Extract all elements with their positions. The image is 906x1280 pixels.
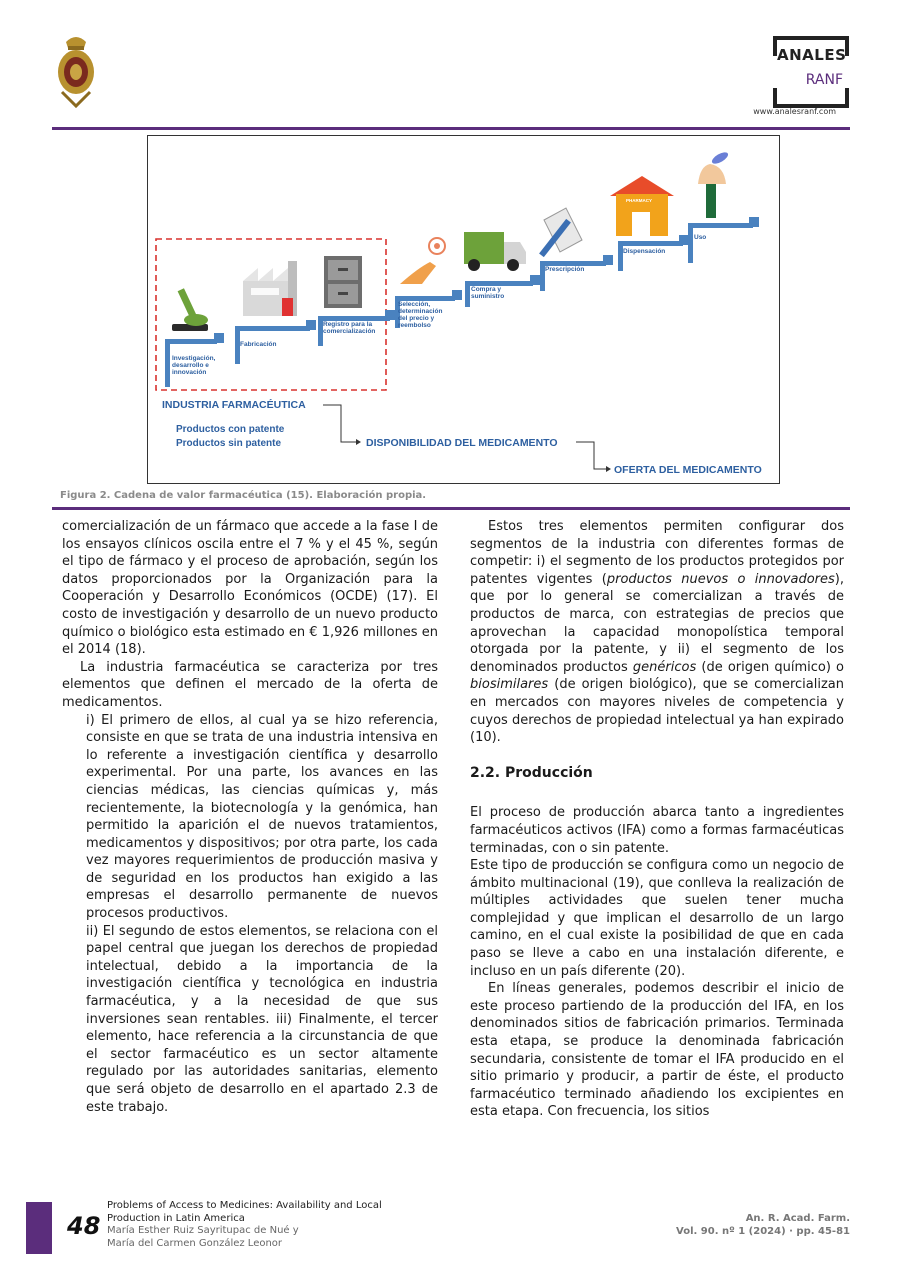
- pharmacy-sign: PHARMACY: [626, 198, 653, 203]
- left-paragraph-1: comercialización de un fármaco que accede a la fase I de los ensayos clínicos oscila entre el 7 % y el 45 %, según el tipo de fármaco y el proceso de aprobación, según los datos proporcionados por la Organización para la Cooperación y Desarrollo Económicos (OCDE) (17). El costo de investigación y desarrollo de un nuevo producto químico o biológico esta estimado en € 1,926 millones en el 2014 (18).: [62, 519, 438, 658]
- right-paragraph-4: En líneas generales, podemos describir el inicio de este proceso partiendo de la producción del IFA, en los denominados sitios de fabricación primarios. Terminada esta etapa, se produce la denominada fabricación secundaria, consistente de tomar el IFA producido en el sitio primario y producir, a partir de éste, el producto farmacéutico terminado añadiendo los excipientes en esta etapa. Con frecuencia, los sitios: [470, 981, 844, 1120]
- right-paragraph-1: Estos tres elementos permiten configurar dos segmentos de la industria con diferentes formas de competir: i) el segmento de los productos protegidos por patentes vigentes (productos nuevos o innovadores), que por lo general se comercializan a través de productos de marca, con estrategias de precios que aprovechan la capacidad monopolística temporal otorgada por la patente, y ii) el segmento de los denominados productos genéricos (de origen químico) o biosimilares (de origen biológico), que se comercializan en mercados con mayores niveles de competencia y cuyos derechos de propiedad intelectual ya han expirado (10).: [470, 519, 845, 746]
- left-paragraph-2: La industria farmacéutica se caracteriza por tres elementos que definen el mercado de la oferta de medicamentos.: [62, 659, 438, 710]
- prescription-pen-icon: [539, 208, 582, 257]
- step-label-registry-2: comercialización: [323, 328, 376, 335]
- left-column: [62, 518, 438, 1116]
- header-divider: [52, 127, 850, 130]
- patent-without-label: Productos sin patente: [176, 438, 282, 449]
- left-paragraph-3: i) El primero de ellos, al cual ya se hizo referencia, consiste en que se trata de una industria intensiva en lo referente a investigación científica y desarrollo experimental. Por una parte, los avances en las ciencias médicas, las ciencias químicas y, más recientemente, la biotecnología y la genómica, han permitido la aparición el de nuevos tratamientos, medicamentos y dispositivos; por otra parte, los cada vez mayores requerimientos de producción masiva y de seguridad en los productos han exigido a las empresas el desarrollo permanente de nuevos procesos productivos.: [86, 712, 438, 922]
- hand-pill-icon: [698, 150, 730, 218]
- filing-cabinet-icon: [324, 256, 362, 308]
- availability-label: DISPONIBILIDAD DEL MEDICAMENTO: [366, 437, 558, 449]
- footer-journal-1: An. R. Acad. Farm.: [745, 1213, 850, 1224]
- step-label-prescription: Prescripción: [545, 266, 585, 273]
- em-generics: genéricos: [632, 659, 697, 675]
- factory-icon: [243, 261, 297, 316]
- footer-accent-bar: [26, 1202, 52, 1254]
- brand-anales: ANALES: [777, 46, 847, 64]
- step-label-pricing-2: determinación: [398, 308, 443, 315]
- step-label-pricing-3: del precio y: [398, 315, 435, 322]
- figure-caption: Figura 2. Cadena de valor farmacéutica (15). Elaboración propia.: [60, 490, 427, 501]
- industry-label: INDUSTRIA FARMACÉUTICA: [162, 399, 306, 411]
- connector-1: [323, 405, 356, 442]
- step-label-registry-1: Registro para la: [323, 321, 373, 328]
- connector-2: [576, 442, 606, 469]
- value-chain-diagram: [148, 136, 779, 483]
- academy-crest-logo: [52, 32, 100, 108]
- footer-journal: [676, 1212, 850, 1238]
- step-label-dispensing: Dispensación: [623, 248, 666, 255]
- hand-pointing-icon: [400, 238, 445, 284]
- footer-article-info: [107, 1200, 427, 1250]
- figure-frame: [147, 135, 780, 484]
- step-label-rd-2: desarrollo e: [172, 362, 209, 369]
- step-label-manufacturing: Fabricación: [240, 341, 277, 348]
- page-number: 48: [67, 1212, 101, 1240]
- brand-frame-bottom: [773, 88, 849, 108]
- pharmacy-building-icon: [610, 176, 674, 236]
- em-biosimilars: biosimilares: [470, 677, 549, 693]
- footer-authors-2: María del Carmen González Leonor: [107, 1237, 283, 1249]
- right-paragraph-2: El proceso de producción abarca tanto a ingredientes farmacéuticos activos (IFA) como a formas farmacéuticas terminadas, con o sin patente.: [470, 805, 844, 856]
- footer-authors-1: María Esther Ruiz Sayritupac de Nué y: [107, 1225, 299, 1236]
- offer-label: OFERTA DEL MEDICAMENTO: [614, 464, 762, 476]
- footer-title-1: Problems of Access to Medicines: Availability and Local: [107, 1200, 382, 1211]
- caption-divider: [52, 507, 850, 510]
- right-paragraph-3: Este tipo de producción se configura como un negocio de ámbito multinacional (19), que conlleva la realización de múltiples actividades que suelen tener mucha complejidad y que implican el desarrollo de un largo camino, en el cual existe la posibilidad de que en cada paso se lleve a cabo en una instalación diferente, e incluso en un país diferente (20).: [470, 858, 844, 979]
- truck-icon: [464, 232, 526, 271]
- right-column: [470, 518, 844, 1121]
- microscope-icon: [172, 288, 208, 331]
- brand-ranf: RANF: [805, 72, 843, 88]
- em-innovative: productos nuevos o innovadores: [606, 571, 835, 587]
- site-url[interactable]: www.analesranf.com: [753, 107, 836, 116]
- step-label-purchase-1: Compra y: [471, 286, 501, 293]
- patent-with-label: Productos con patente: [176, 424, 285, 435]
- step-label-purchase-2: suministro: [471, 293, 505, 300]
- footer-journal-2: Vol. 90. nº 1 (2024) · pp. 45-81: [676, 1226, 850, 1237]
- step-label-use: Uso: [694, 234, 707, 241]
- left-paragraph-4: ii) El segundo de estos elementos, se relaciona con el papel central que juegan los derechos de propiedad intelectual, debido a la importancia de la investigación científica y tecnológica en industria farmacéutica, y a la necesidad de que sus inversiones sean rentables. iii) Finalmente, el tercer elemento, hace referencia a la circunstancia de que el sector farmacéutico es un sector altamente regulado por las autoridades sanitarias, elemento que será objeto de desarrollo en el apartado 2.3 de este trabajo.: [86, 923, 438, 1115]
- section-heading: 2.2. Producción: [470, 764, 593, 781]
- footer-title-2: Production in Latin America: [107, 1212, 245, 1224]
- step-label-pricing-4: reembolso: [398, 322, 431, 329]
- step-label-pricing-1: Selección,: [398, 301, 431, 308]
- step-label-rd-1: Investigación,: [172, 355, 216, 362]
- step-label-rd-3: innovación: [172, 369, 207, 376]
